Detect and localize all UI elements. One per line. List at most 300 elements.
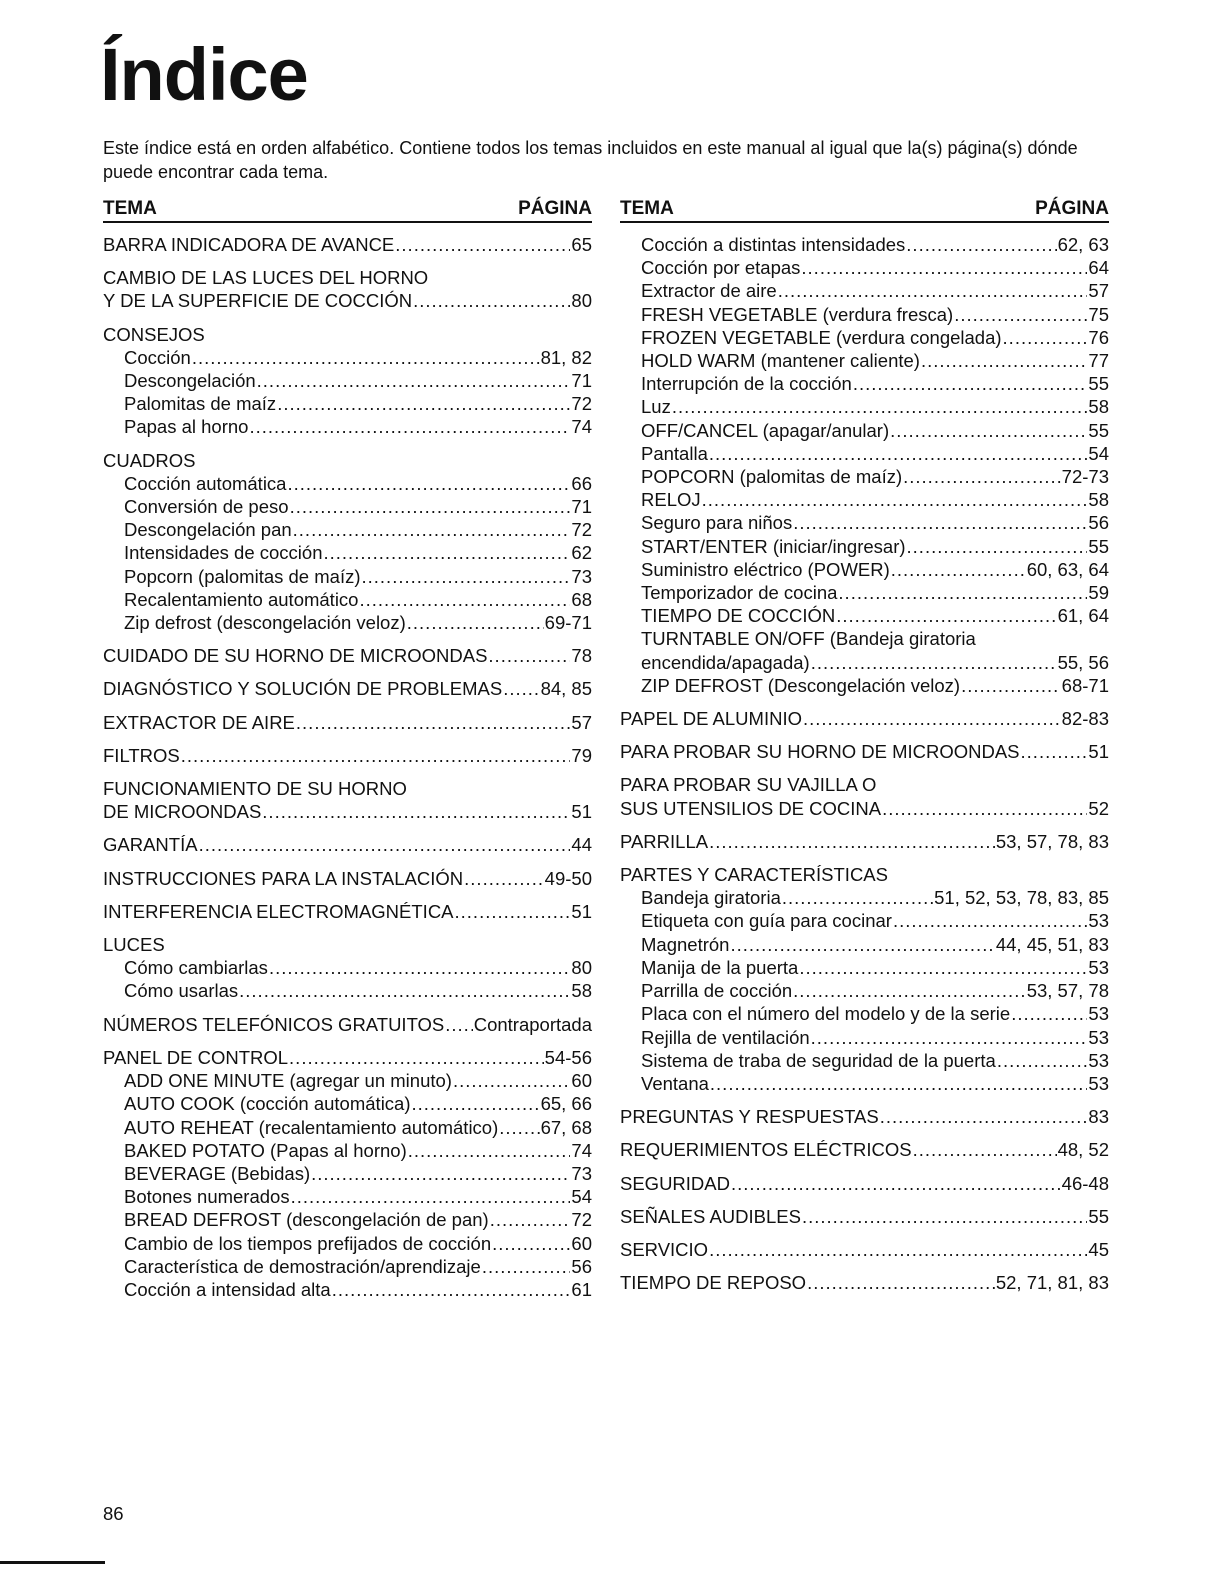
index-column-right	[620, 198, 1109, 1304]
dot-leader	[408, 1139, 571, 1162]
index-entry	[103, 867, 592, 890]
index-subentry	[620, 511, 1109, 534]
entry-topic: CUIDADO DE SU HORNO DE MICROONDAS	[103, 645, 488, 667]
dot-leader	[880, 1105, 1088, 1128]
entry-page: 53, 57, 78	[1026, 980, 1109, 1002]
index-entry	[620, 1238, 1109, 1261]
entry-topic: encendida/apagada)	[641, 651, 810, 673]
entry-page: 54	[1088, 442, 1109, 464]
entry-topic: Palomitas de maíz	[124, 393, 277, 415]
entry-page: 53, 57, 78, 83	[995, 830, 1109, 852]
entry-page: 62, 63	[1057, 234, 1109, 255]
dot-leader	[290, 495, 571, 518]
dot-leader	[730, 933, 994, 956]
entry-topic: Recalentamiento automático	[124, 588, 359, 610]
entry-topic: AUTO COOK (cocción automática)	[124, 1093, 411, 1115]
entry-page: 81, 82	[540, 346, 592, 368]
entry-topic: DIAGNÓSTICO Y SOLUCIÓN DE PROBLEMAS	[103, 678, 503, 700]
entry-topic: Descongelación pan	[124, 519, 292, 541]
index-entry	[620, 797, 1109, 820]
entry-page: 49-50	[544, 867, 592, 889]
dot-leader	[277, 392, 570, 415]
index-group	[103, 449, 592, 635]
entry-page: 83	[1088, 1106, 1109, 1128]
index-subentry	[620, 909, 1109, 932]
entry-topic: BREAD DEFROST (descongelación de pan)	[124, 1209, 489, 1231]
entry-topic: Cambio de los tiempos prefijados de cocción	[124, 1232, 492, 1254]
entry-topic: CUADROS	[103, 449, 196, 471]
index-group	[103, 266, 592, 312]
entry-topic: Manija de la puerta	[641, 956, 799, 978]
dot-leader	[262, 800, 570, 823]
entry-topic: Ventana	[641, 1072, 709, 1094]
entry-topic: ZIP DEFROST (Descongelación veloz)	[641, 674, 961, 696]
index-group	[103, 833, 592, 856]
intro-paragraph: Este índice está en orden alfabético. Contiene todos los temas incluidos en este manual al igual que la(s) página(s) dónde puede encontrar cada tema.	[103, 138, 1078, 182]
entry-page: 72	[571, 519, 592, 541]
index-group	[620, 830, 1109, 853]
entry-page: 73	[571, 565, 592, 587]
index-entry	[103, 933, 592, 956]
dot-leader	[324, 541, 571, 564]
index-entry	[620, 1205, 1109, 1228]
index-entry	[103, 233, 592, 256]
entry-page: 80	[571, 957, 592, 979]
dot-leader	[395, 233, 570, 256]
entry-page: 58	[571, 980, 592, 1002]
entry-page: 71	[571, 496, 592, 518]
index-subentry	[620, 372, 1109, 395]
index-group	[620, 1271, 1109, 1294]
index-subentry	[620, 1026, 1109, 1049]
index-entries-left	[103, 223, 592, 1301]
index-subentry	[620, 256, 1109, 279]
entry-topic: REQUERIMIENTOS ELÉCTRICOS	[620, 1139, 912, 1161]
entry-page: 55	[1088, 373, 1109, 395]
index-group	[620, 740, 1109, 763]
entry-page: 54	[571, 1186, 592, 1208]
index-entry	[103, 266, 592, 289]
dot-leader	[269, 956, 570, 979]
entry-topic: Magnetrón	[641, 933, 730, 955]
entry-topic: PARRILLA	[620, 830, 709, 852]
entry-topic: FILTROS	[103, 744, 180, 766]
entry-topic: Placa con el número del modelo y de la serie	[641, 1003, 1011, 1025]
entry-page: 66	[571, 472, 592, 494]
dot-leader	[1003, 326, 1088, 349]
dot-leader	[710, 1072, 1088, 1095]
entry-topic: ADD ONE MINUTE (agregar un minuto)	[124, 1070, 452, 1092]
dot-leader	[709, 830, 995, 853]
entry-topic: Etiqueta con guía para cocinar	[641, 910, 892, 932]
entry-topic: AUTO REHEAT (recalentamiento automático)	[124, 1116, 499, 1138]
entry-topic: PAPEL DE ALUMINIO	[620, 708, 802, 730]
entry-page: 55	[1088, 419, 1109, 441]
entry-page: 44, 45, 51, 83	[995, 933, 1109, 955]
dot-leader	[907, 535, 1088, 558]
entry-page: 51, 52, 53, 78, 83, 85	[934, 887, 1109, 909]
index-group	[103, 644, 592, 667]
index-entry	[620, 707, 1109, 730]
entry-page: 61, 64	[1057, 605, 1109, 627]
index-subentry	[103, 541, 592, 564]
index-subentry	[103, 1208, 592, 1231]
entry-topic: Cómo usarlas	[124, 980, 239, 1002]
entry-topic: Seguro para niños	[641, 512, 793, 534]
entry-page: 53	[1088, 1003, 1109, 1025]
index-subentry	[103, 472, 592, 495]
index-subentry	[103, 979, 592, 1002]
index-entry	[620, 773, 1109, 796]
dot-leader	[802, 1205, 1087, 1228]
entry-page: 51	[571, 900, 592, 922]
entry-page: 46-48	[1061, 1172, 1109, 1194]
index-entry	[620, 830, 1109, 853]
entry-topic: Rejilla de ventilación	[641, 1026, 810, 1048]
entry-topic: FUNCIONAMIENTO DE SU HORNO	[103, 778, 407, 800]
entry-topic: Parrilla de cocción	[641, 980, 793, 1002]
dot-leader	[362, 565, 571, 588]
dot-leader	[997, 1049, 1088, 1072]
index-subentry	[620, 465, 1109, 488]
index-group	[103, 677, 592, 700]
index-subentry	[620, 442, 1109, 465]
dot-leader	[811, 1026, 1088, 1049]
dot-leader	[192, 346, 540, 369]
entry-page: 53	[1088, 1049, 1109, 1071]
entry-page: 82-83	[1061, 708, 1109, 730]
entry-page: 61	[571, 1278, 592, 1300]
entry-page: 68	[571, 588, 592, 610]
dot-leader	[1021, 740, 1088, 763]
entry-topic: Característica de demostración/aprendizaje	[124, 1255, 481, 1277]
entry-topic: Suministro eléctrico (POWER)	[641, 558, 890, 580]
dot-leader	[921, 349, 1087, 372]
index-subentry	[103, 1185, 592, 1208]
entry-page: 73	[571, 1162, 592, 1184]
entry-page: 76	[1088, 326, 1109, 348]
dot-leader	[836, 604, 1056, 627]
dot-leader	[801, 256, 1087, 279]
index-group	[620, 1238, 1109, 1261]
entry-topic: PARTES Y CARACTERÍSTICAS	[620, 864, 888, 886]
entry-topic: PARA PROBAR SU VAJILLA O	[620, 774, 877, 796]
entry-page: 56	[1088, 512, 1109, 534]
index-entry	[103, 677, 592, 700]
dot-leader	[731, 1172, 1061, 1195]
entry-topic: DE MICROONDAS	[103, 801, 262, 823]
entry-topic: INSTRUCCIONES PARA LA INSTALACIÓN	[103, 867, 464, 889]
entry-topic: HOLD WARM (mantener caliente)	[641, 350, 920, 372]
dot-leader	[464, 867, 544, 890]
dot-leader	[890, 419, 1087, 442]
index-entry	[620, 863, 1109, 886]
index-entry	[620, 740, 1109, 763]
dot-leader	[1011, 1002, 1087, 1025]
dot-leader	[778, 279, 1088, 302]
entry-topic: NÚMEROS TELEFÓNICOS GRATUITOS	[103, 1013, 445, 1035]
entry-topic: Sistema de traba de seguridad de la puerta	[641, 1049, 996, 1071]
index-subentry	[103, 495, 592, 518]
dot-leader	[257, 369, 571, 392]
entry-page: 44	[571, 834, 592, 856]
entry-topic: CONSEJOS	[103, 323, 205, 345]
entry-page: 55, 56	[1057, 651, 1109, 673]
dot-leader	[793, 511, 1087, 534]
dot-leader	[239, 979, 570, 1002]
dot-leader	[181, 744, 571, 767]
index-subentry	[103, 565, 592, 588]
index-group	[620, 1105, 1109, 1128]
entry-page: 60, 63, 64	[1026, 558, 1109, 580]
entry-page: 57	[571, 711, 592, 733]
index-group	[620, 863, 1109, 1095]
index-subentry	[103, 1232, 592, 1255]
dot-leader	[503, 677, 539, 700]
entry-topic: SEGURIDAD	[620, 1172, 730, 1194]
page-title: Índice	[100, 33, 308, 116]
column-header	[103, 198, 592, 223]
entry-page: 53	[1088, 1072, 1109, 1094]
entry-topic: SERVICIO	[620, 1238, 709, 1260]
entry-topic: Cocción a intensidad alta	[124, 1278, 331, 1300]
entry-topic: Cocción automática	[124, 472, 287, 494]
dot-leader	[249, 415, 570, 438]
entry-page: 77	[1088, 350, 1109, 372]
index-entry	[620, 1138, 1109, 1161]
entry-page: 65	[571, 234, 592, 255]
dot-leader	[793, 979, 1026, 1002]
entry-page: 72	[571, 393, 592, 415]
index-subentry	[620, 651, 1109, 674]
index-subentry	[620, 419, 1109, 442]
index-subentry	[620, 933, 1109, 956]
index-subentry	[103, 1278, 592, 1301]
dot-leader	[311, 1162, 570, 1185]
index-group	[103, 933, 592, 1003]
entry-topic: SEÑALES AUDIBLES	[620, 1205, 801, 1227]
entry-page: Contraportada	[473, 1013, 592, 1035]
entry-page: 72	[571, 1209, 592, 1231]
entry-topic: Zip defrost (descongelación veloz)	[124, 612, 406, 634]
entry-topic: Descongelación	[124, 370, 256, 392]
entry-page: 55	[1088, 1205, 1109, 1227]
index-subentry	[103, 1116, 592, 1139]
entry-page: 79	[571, 744, 592, 766]
entry-page: 78	[571, 645, 592, 667]
entry-topic: Interrupción de la cocción	[641, 373, 852, 395]
index-group	[620, 1138, 1109, 1161]
dot-leader	[482, 1255, 571, 1278]
index-subentry	[620, 1002, 1109, 1025]
dot-leader	[407, 611, 544, 634]
index-group	[620, 773, 1109, 819]
index-subentry	[620, 627, 1109, 650]
entry-topic: Conversión de peso	[124, 496, 289, 518]
dot-leader	[709, 1238, 1087, 1261]
entry-topic: Extractor de aire	[641, 280, 777, 302]
index-subentry	[620, 956, 1109, 979]
entry-topic: Cocción a distintas intensidades	[641, 234, 906, 255]
entry-page: 80	[571, 290, 592, 312]
entry-topic: LUCES	[103, 934, 165, 956]
entry-page: 45	[1088, 1238, 1109, 1260]
dot-leader	[891, 558, 1026, 581]
index-subentry	[620, 349, 1109, 372]
index-group	[103, 1046, 592, 1301]
dot-leader	[709, 442, 1088, 465]
entry-page: 58	[1088, 489, 1109, 511]
index-group	[103, 1013, 592, 1036]
index-entry	[103, 1046, 592, 1069]
dot-leader	[906, 233, 1056, 256]
entry-page: 68-71	[1061, 674, 1109, 696]
entry-page: 52, 71, 81, 83	[995, 1272, 1109, 1294]
index-subentry	[620, 581, 1109, 604]
entry-page: 62	[571, 542, 592, 564]
entry-page: 53	[1088, 910, 1109, 932]
dot-leader	[455, 900, 571, 923]
entry-topic: Botones numerados	[124, 1186, 290, 1208]
entry-topic: TIEMPO DE COCCIÓN	[641, 605, 836, 627]
index-subentry	[620, 488, 1109, 511]
entry-topic: Luz	[641, 396, 671, 418]
dot-leader	[492, 1232, 570, 1255]
entry-page: 67, 68	[540, 1116, 592, 1138]
index-subentry	[103, 956, 592, 979]
index-subentry	[103, 1255, 592, 1278]
index-subentry	[103, 611, 592, 634]
index-entries-right	[620, 223, 1109, 1294]
entry-topic: START/ENTER (iniciar/ingresar)	[641, 535, 906, 557]
entry-page: 48, 52	[1057, 1139, 1109, 1161]
dot-leader	[412, 1092, 540, 1115]
entry-topic: Popcorn (palomitas de maíz)	[124, 565, 361, 587]
index-group	[103, 233, 592, 256]
index-group	[620, 1172, 1109, 1195]
dot-leader	[287, 472, 570, 495]
index-subentry	[620, 1049, 1109, 1072]
dot-leader	[413, 289, 570, 312]
entry-topic: TURNTABLE ON/OFF (Bandeja giratoria	[641, 628, 976, 650]
footer-rule	[0, 1561, 105, 1564]
entry-topic: POPCORN (palomitas de maíz)	[641, 466, 903, 488]
entry-topic: PARA PROBAR SU HORNO DE MICROONDAS	[620, 741, 1020, 763]
index-group	[620, 1205, 1109, 1228]
dot-leader	[838, 581, 1087, 604]
index-subentry	[620, 279, 1109, 302]
entry-topic: OFF/CANCEL (apagar/anular)	[641, 419, 890, 441]
index-group	[103, 323, 592, 439]
entry-topic: Bandeja giratoria	[641, 887, 781, 909]
entry-topic: INTERFERENCIA ELECTROMAGNÉTICA	[103, 900, 454, 922]
index-group	[103, 900, 592, 923]
index-subentry	[620, 674, 1109, 697]
dot-leader	[332, 1278, 571, 1301]
index-subentry	[103, 392, 592, 415]
dot-leader	[296, 711, 571, 734]
entry-page: 75	[1088, 303, 1109, 325]
index-entry	[103, 711, 592, 734]
index-entry	[103, 289, 592, 312]
dot-leader	[799, 956, 1087, 979]
dot-leader	[702, 488, 1088, 511]
entry-page: 53	[1088, 1026, 1109, 1048]
entry-page: 51	[571, 801, 592, 823]
entry-page: 58	[1088, 396, 1109, 418]
dot-leader	[913, 1138, 1057, 1161]
index-subentry	[620, 395, 1109, 418]
index-subentry	[103, 1069, 592, 1092]
entry-topic: Cómo cambiarlas	[124, 957, 268, 979]
index-subentry	[103, 588, 592, 611]
page-number: 86	[103, 1503, 124, 1524]
entry-page: 69-71	[544, 612, 592, 634]
entry-page: 55	[1088, 535, 1109, 557]
index-subentry	[620, 604, 1109, 627]
index-group	[620, 233, 1109, 697]
dot-leader	[954, 303, 1087, 326]
index-entry	[103, 800, 592, 823]
entry-topic: EXTRACTOR DE AIRE	[103, 711, 295, 733]
entry-page: 59	[1088, 582, 1109, 604]
entry-page: 74	[571, 416, 592, 438]
index-entry	[103, 323, 592, 346]
pagina-header: PÁGINA	[1035, 198, 1109, 219]
index-subentry	[103, 518, 592, 541]
index-subentry	[620, 233, 1109, 256]
dot-leader	[803, 707, 1061, 730]
entry-page: 53	[1088, 956, 1109, 978]
dot-leader	[453, 1069, 570, 1092]
dot-leader	[445, 1013, 472, 1036]
dot-leader	[782, 886, 933, 909]
dot-leader	[882, 797, 1087, 820]
tema-header: TEMA	[103, 198, 157, 219]
index-group	[103, 867, 592, 890]
entry-topic: BARRA INDICADORA DE AVANCE	[103, 234, 395, 255]
index-subentry	[620, 558, 1109, 581]
index-group	[103, 711, 592, 734]
index-entry	[620, 1172, 1109, 1195]
entry-topic: GARANTÍA	[103, 834, 198, 856]
entry-page: 51	[1088, 741, 1109, 763]
index-subentry	[103, 369, 592, 392]
index-group	[620, 707, 1109, 730]
index-subentry	[620, 303, 1109, 326]
entry-topic: FRESH VEGETABLE (verdura fresca)	[641, 303, 954, 325]
entry-topic: RELOJ	[641, 489, 701, 511]
entry-topic: PREGUNTAS Y RESPUESTAS	[620, 1106, 879, 1128]
index-entry	[620, 1271, 1109, 1294]
index-subentry	[620, 886, 1109, 909]
dot-leader	[289, 1046, 544, 1069]
index-entry	[103, 744, 592, 767]
index-entry	[103, 900, 592, 923]
dot-leader	[488, 644, 570, 667]
dot-leader	[807, 1271, 995, 1294]
dot-leader	[293, 518, 571, 541]
dot-leader	[359, 588, 570, 611]
entry-topic: SUS UTENSILIOS DE COCINA	[620, 797, 882, 819]
dot-leader	[893, 909, 1087, 932]
index-entry	[620, 1105, 1109, 1128]
entry-topic: PANEL DE CONTROL	[103, 1046, 289, 1068]
entry-topic: CAMBIO DE LAS LUCES DEL HORNO	[103, 267, 429, 289]
column-header	[620, 198, 1109, 223]
entry-page: 60	[571, 1070, 592, 1092]
dot-leader	[291, 1185, 571, 1208]
